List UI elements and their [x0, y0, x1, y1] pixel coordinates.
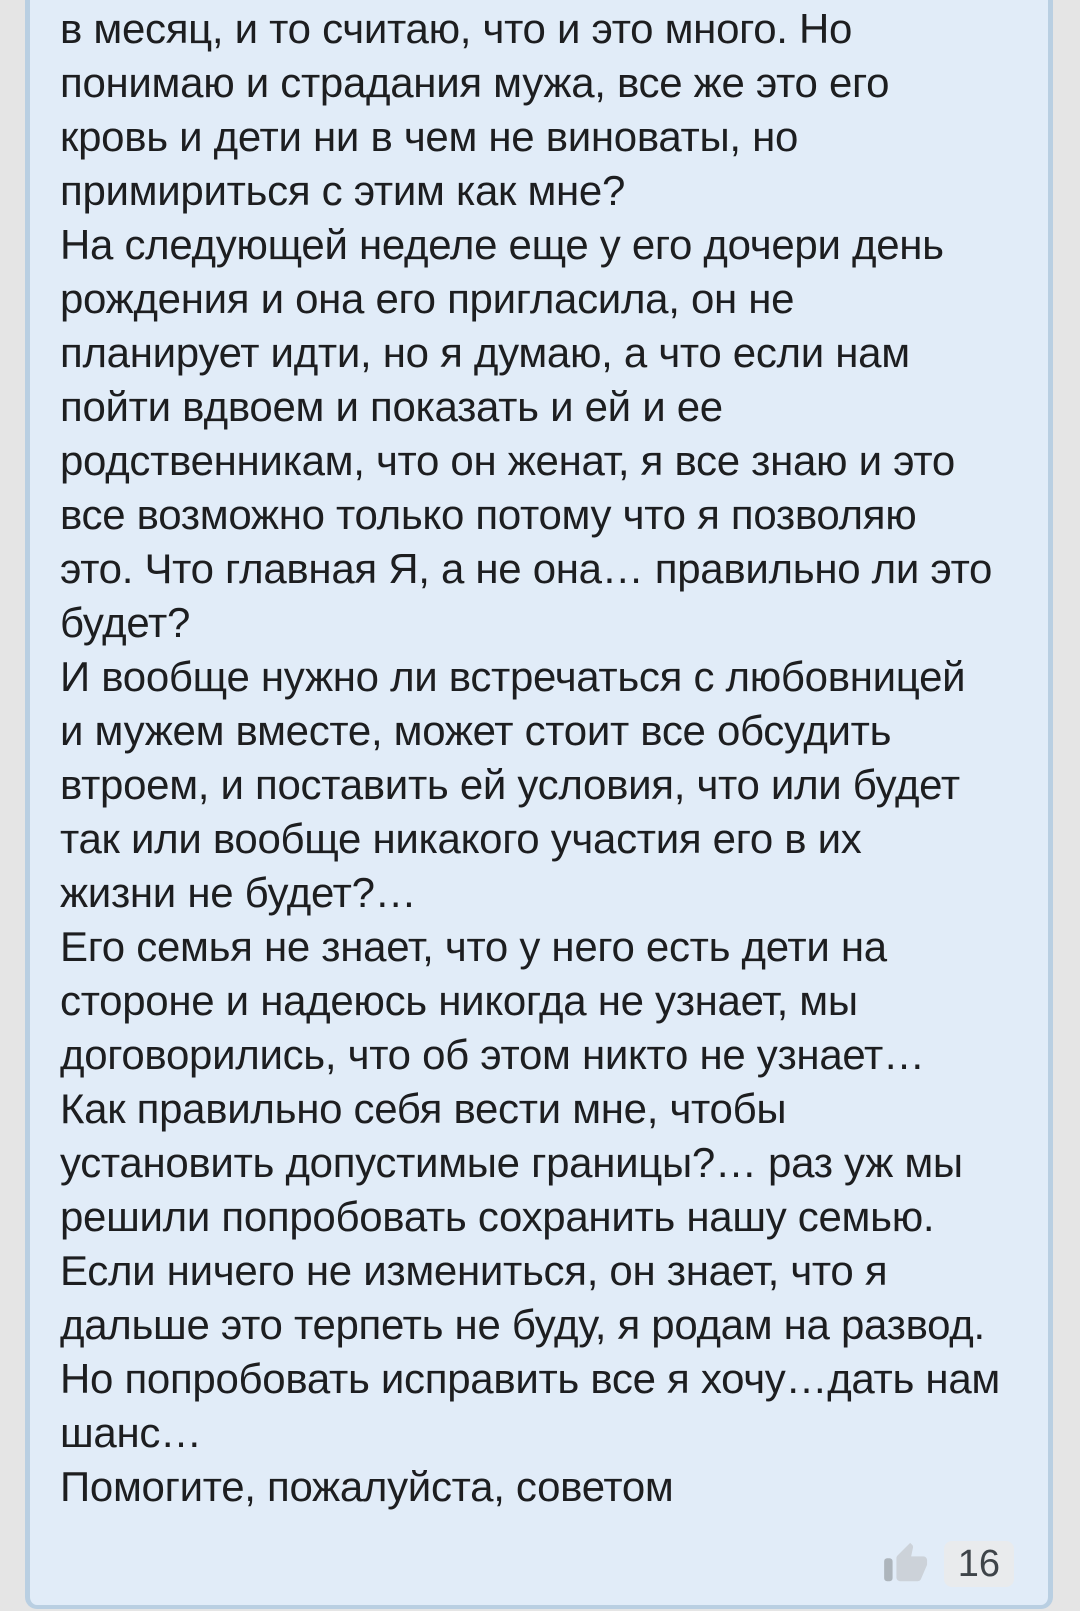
text-line: шанс… [60, 1409, 202, 1456]
text-line: стороне и надеюсь никогда не узнает, мы [60, 977, 858, 1024]
text-line: пойти вдвоем и показать и ей и ее [60, 383, 723, 430]
text-line: установить допустимые границы?… раз уж мы [60, 1139, 963, 1186]
text-line: рождения и она его пригласила, он не [60, 275, 795, 322]
text-line: Если ничего не измениться, он знает, что я [60, 1247, 888, 1294]
text-line: Но попробовать исправить все я хочу…дать нам [60, 1355, 1000, 1402]
like-count-badge[interactable]: 16 [944, 1541, 1014, 1587]
text-line: втроем, и поставить ей условия, что или будет [60, 761, 960, 808]
text-line: в месяц, и то считаю, что и это много. Но [60, 5, 853, 52]
thumb-up-icon[interactable] [882, 1541, 930, 1587]
post-text [30, 0, 1048, 1514]
text-line: все возможно только потому что я позволяю [60, 491, 917, 538]
text-line: так или вообще никакого участия его в их [60, 815, 862, 862]
text-line: примириться с этим как мне? [60, 167, 626, 214]
text-line: родственникам, что он женат, я все знаю и это [60, 437, 955, 484]
text-line: понимаю и страдания мужа, все же это его [60, 59, 890, 106]
text-line: На следующей неделе еще у его дочери день [60, 221, 944, 268]
text-line: планирует идти, но я думаю, а что если нам [60, 329, 910, 376]
text-line: и мужем вместе, может стоит все обсудить [60, 707, 892, 754]
text-line: Его семья не знает, что у него есть дети на [60, 923, 887, 970]
like-row [882, 1541, 1014, 1587]
text-line: решили попробовать сохранить нашу семью. [60, 1193, 935, 1240]
text-line: И вообще нужно ли встречаться с любовницей [60, 653, 966, 700]
text-line: договорились, что об этом никто не узнает… [60, 1031, 925, 1078]
text-line: будет? [60, 599, 191, 646]
text-line: Как правильно себя вести мне, чтобы [60, 1085, 787, 1132]
text-line: кровь и дети ни в чем не виноваты, но [60, 113, 799, 160]
text-line: это. Что главная Я, а не она… правильно ли это [60, 545, 993, 592]
text-line: дальше это терпеть не буду, я родам на развод. [60, 1301, 985, 1348]
text-line: жизни не будет?… [60, 869, 417, 916]
text-line: Помогите, пожалуйста, советом [60, 1463, 674, 1510]
post-card [25, 0, 1053, 1609]
